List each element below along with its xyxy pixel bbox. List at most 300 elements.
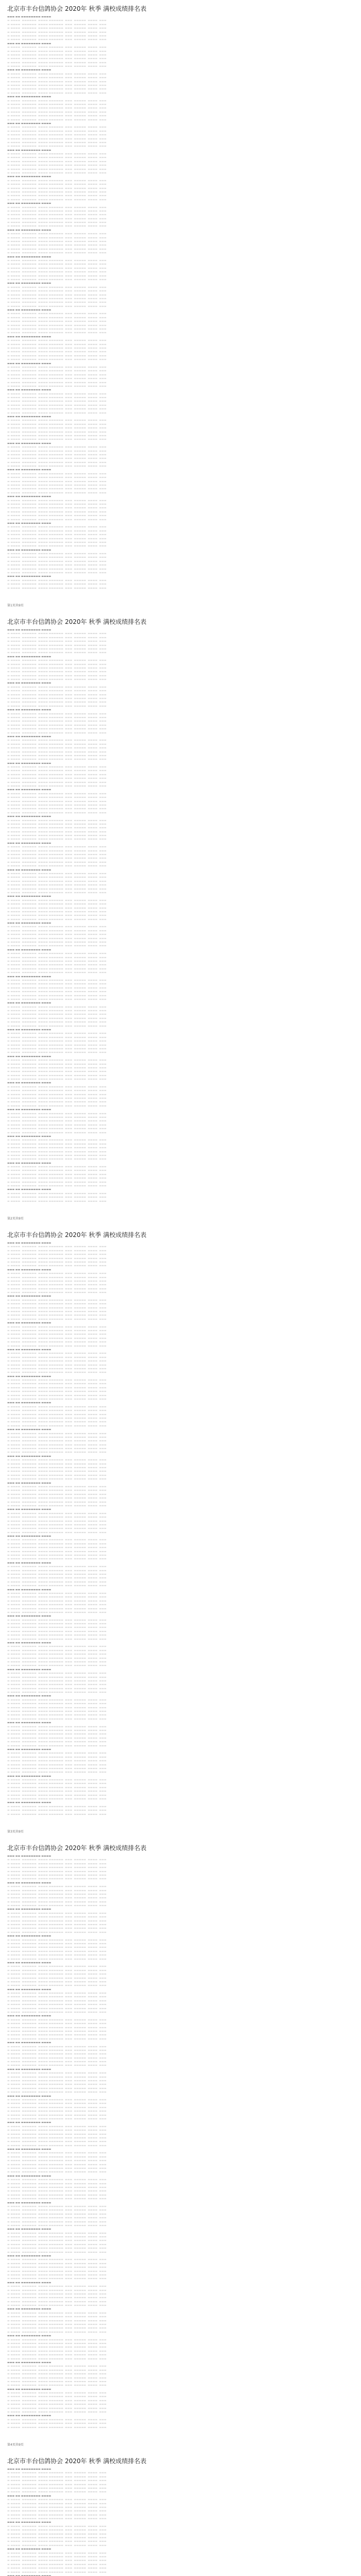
report-title: 北京市丰台信鸽协会 2020年 秋季 满校成绩排名表 — [7, 5, 146, 12]
table-row: ▬▬▬ ▬▬ ▬▬▬▬▬▬▬▬ ▬▬▬▬ — [7, 2548, 52, 2551]
table-row: ▬ ▬▬▬▬ ▬▬▬▬▬▬ ▬▬▬▬ ▬▬▬▬▬▬ ▬▬▬ ▬▬▬▬▬ ▬▬▬▬ ▬▬▬ — [7, 339, 107, 343]
table-row: ▬▬▬ ▬▬ ▬▬▬▬▬▬▬▬ ▬▬▬▬ — [7, 15, 52, 19]
table-row: ▬ ▬▬▬▬ ▬▬▬▬▬▬ ▬▬▬▬ ▬▬▬▬▬▬ ▬▬▬ ▬▬▬▬▬ ▬▬▬▬ ▬▬▬ — [7, 2117, 107, 2121]
table-row: ▬ ▬▬▬▬ ▬▬▬▬▬▬ ▬▬▬▬ ▬▬▬▬▬▬ ▬▬▬ ▬▬▬▬▬ ▬▬▬▬ ▬▬▬ — [7, 247, 107, 251]
table-row: ▬ ▬▬▬▬ ▬▬▬▬▬▬ ▬▬▬▬ ▬▬▬▬▬▬ ▬▬▬ ▬▬▬▬▬ ▬▬▬▬ ▬▬▬ — [7, 1984, 107, 1988]
table-row: ▬ ▬▬▬▬ ▬▬▬▬▬▬ ▬▬▬▬ ▬▬▬▬▬▬ ▬▬▬ ▬▬▬▬▬ ▬▬▬▬ ▬▬▬ — [7, 1386, 107, 1389]
table-row: ▬ ▬▬▬▬ ▬▬▬▬▬▬ ▬▬▬▬ ▬▬▬▬▬▬ ▬▬▬ ▬▬▬▬▬ ▬▬▬▬ ▬▬▬ — [7, 2426, 107, 2429]
table-row: ▬ ▬▬▬▬ ▬▬▬▬▬▬ ▬▬▬▬ ▬▬▬▬▬▬ ▬▬▬ ▬▬▬▬▬ ▬▬▬▬ ▬▬▬ — [7, 1976, 107, 1980]
table-row: ▬ ▬▬▬▬ ▬▬▬▬▬▬ ▬▬▬▬ ▬▬▬▬▬▬ ▬▬▬ ▬▬▬▬▬ ▬▬▬▬ ▬▬▬ — [7, 1653, 107, 1656]
table-row: ▬ ▬▬▬▬ ▬▬▬▬▬▬ ▬▬▬▬ ▬▬▬▬▬▬ ▬▬▬ ▬▬▬▬▬ ▬▬▬▬ ▬▬▬ — [7, 1866, 107, 1870]
table-row: ▬▬▬ ▬▬ ▬▬▬▬▬▬▬▬ ▬▬▬▬ — [7, 1961, 52, 1964]
table-row: ▬ ▬▬▬▬ ▬▬▬▬▬▬ ▬▬▬▬ ▬▬▬▬▬▬ ▬▬▬ ▬▬▬▬▬ ▬▬▬▬ ▬▬▬ — [7, 1382, 107, 1386]
table-row: ▬ ▬▬▬▬ ▬▬▬▬▬▬ ▬▬▬▬ ▬▬▬▬▬▬ ▬▬▬ ▬▬▬▬▬ ▬▬▬▬ ▬▬▬ — [7, 1618, 107, 1622]
table-row: ▬ ▬▬▬▬ ▬▬▬▬▬▬ ▬▬▬▬ ▬▬▬▬▬▬ ▬▬▬ ▬▬▬▬▬ ▬▬▬▬ ▬▬▬ — [7, 1596, 107, 1599]
table-row: ▬ ▬▬▬▬ ▬▬▬▬▬▬ ▬▬▬▬ ▬▬▬▬▬▬ ▬▬▬ ▬▬▬▬▬ ▬▬▬▬ ▬▬▬ — [7, 1276, 107, 1279]
table-row: ▬ ▬▬▬▬ ▬▬▬▬▬▬ ▬▬▬▬ ▬▬▬▬▬▬ ▬▬▬ ▬▬▬▬▬ ▬▬▬▬ ▬▬▬ — [7, 1283, 107, 1287]
table-row: ▬ ▬▬▬▬ ▬▬▬▬▬▬ ▬▬▬▬ ▬▬▬▬▬▬ ▬▬▬ ▬▬▬▬▬ ▬▬▬▬ ▬▬▬ — [7, 933, 107, 937]
page-footer: 第2页共9页 — [7, 1217, 24, 1221]
table-row: ▬ ▬▬▬▬ ▬▬▬▬▬▬ ▬▬▬▬ ▬▬▬▬▬▬ ▬▬▬ ▬▬▬▬▬ ▬▬▬▬ ▬▬▬ — [7, 1336, 107, 1340]
table-row: ▬ ▬▬▬▬ ▬▬▬▬▬▬ ▬▬▬▬ ▬▬▬▬▬▬ ▬▬▬ ▬▬▬▬▬ ▬▬▬▬ ▬▬▬ — [7, 876, 107, 879]
table-row: ▬ ▬▬▬▬ ▬▬▬▬▬▬ ▬▬▬▬ ▬▬▬▬▬▬ ▬▬▬ ▬▬▬▬▬ ▬▬▬▬ ▬▬▬ — [7, 320, 107, 324]
table-row: ▬ ▬▬▬▬ ▬▬▬▬▬▬ ▬▬▬▬ ▬▬▬▬▬▬ ▬▬▬ ▬▬▬▬▬ ▬▬▬▬ ▬▬▬ — [7, 2365, 107, 2368]
table-row: ▬ ▬▬▬▬ ▬▬▬▬▬▬ ▬▬▬▬ ▬▬▬▬▬▬ ▬▬▬ ▬▬▬▬▬ ▬▬▬▬ ▬▬▬ — [7, 259, 107, 262]
table-row: ▬ ▬▬▬▬ ▬▬▬▬▬▬ ▬▬▬▬ ▬▬▬▬▬▬ ▬▬▬ ▬▬▬▬▬ ▬▬▬▬ ▬▬▬ — [7, 476, 107, 480]
table-row: ▬ ▬▬▬▬ ▬▬▬▬▬▬ ▬▬▬▬ ▬▬▬▬▬▬ ▬▬▬ ▬▬▬▬▬ ▬▬▬▬ ▬▬▬ — [7, 685, 107, 689]
table-row: ▬ ▬▬▬▬ ▬▬▬▬▬▬ ▬▬▬▬ ▬▬▬▬▬▬ ▬▬▬ ▬▬▬▬▬ ▬▬▬▬ ▬▬▬ — [7, 1942, 107, 1945]
table-row: ▬ ▬▬▬▬ ▬▬▬▬▬▬ ▬▬▬▬ ▬▬▬▬▬▬ ▬▬▬ ▬▬▬▬▬ ▬▬▬▬ ▬▬▬ — [7, 1291, 107, 1295]
table-row: ▬ ▬▬▬▬ ▬▬▬▬▬▬ ▬▬▬▬ ▬▬▬▬▬▬ ▬▬▬ ▬▬▬▬▬ ▬▬▬▬ ▬▬▬ — [7, 1493, 107, 1496]
table-row: ▬ ▬▬▬▬ ▬▬▬▬▬▬ ▬▬▬▬ ▬▬▬▬▬▬ ▬▬▬ ▬▬▬▬▬ ▬▬▬▬ ▬▬▬ — [7, 1950, 107, 1953]
table-row: ▬▬▬ ▬▬ ▬▬▬▬▬▬▬▬ ▬▬▬▬ — [7, 1055, 52, 1058]
table-row: ▬ ▬▬▬▬ ▬▬▬▬▬▬ ▬▬▬▬ ▬▬▬▬▬▬ ▬▬▬ ▬▬▬▬▬ ▬▬▬▬ ▬▬▬ — [7, 903, 107, 906]
table-row: ▬ ▬▬▬▬ ▬▬▬▬▬▬ ▬▬▬▬ ▬▬▬▬▬▬ ▬▬▬ ▬▬▬▬▬ ▬▬▬▬ ▬▬▬ — [7, 2205, 107, 2208]
table-row: ▬ ▬▬▬▬ ▬▬▬▬▬▬ ▬▬▬▬ ▬▬▬▬▬▬ ▬▬▬ ▬▬▬▬▬ ▬▬▬▬ ▬▬▬ — [7, 1154, 107, 1157]
table-row: ▬ ▬▬▬▬ ▬▬▬▬▬▬ ▬▬▬▬ ▬▬▬▬▬▬ ▬▬▬ ▬▬▬▬▬ ▬▬▬▬ ▬▬▬ — [7, 1371, 107, 1375]
table-row: ▬ ▬▬▬▬ ▬▬▬▬▬▬ ▬▬▬▬ ▬▬▬▬▬▬ ▬▬▬ ▬▬▬▬▬ ▬▬▬▬ ▬▬▬ — [7, 2330, 107, 2334]
table-row: ▬ ▬▬▬▬ ▬▬▬▬▬▬ ▬▬▬▬ ▬▬▬▬▬▬ ▬▬▬ ▬▬▬▬▬ ▬▬▬▬ ▬▬▬ — [7, 1744, 107, 1748]
table-row: ▬ ▬▬▬▬ ▬▬▬▬▬▬ ▬▬▬▬ ▬▬▬▬▬▬ ▬▬▬ ▬▬▬▬▬ ▬▬▬▬ ▬▬▬ — [7, 392, 107, 396]
table-row: ▬ ▬▬▬▬ ▬▬▬▬▬▬ ▬▬▬▬ ▬▬▬▬▬▬ ▬▬▬ ▬▬▬▬▬ ▬▬▬▬ ▬▬▬ — [7, 959, 107, 963]
report-page — [0, 1230, 361, 1838]
table-row: ▬▬▬ ▬▬ ▬▬▬▬▬▬▬▬ ▬▬▬▬ — [7, 122, 52, 125]
table-row: ▬ ▬▬▬▬ ▬▬▬▬▬▬ ▬▬▬▬ ▬▬▬▬▬▬ ▬▬▬ ▬▬▬▬▬ ▬▬▬▬ ▬▬▬ — [7, 1158, 107, 1161]
table-row: ▬ ▬▬▬▬ ▬▬▬▬▬▬ ▬▬▬▬ ▬▬▬▬▬▬ ▬▬▬ ▬▬▬▬▬ ▬▬▬▬ ▬▬▬ — [7, 1344, 107, 1348]
report-page — [0, 2456, 361, 2576]
table-row: ▬ ▬▬▬▬ ▬▬▬▬▬▬ ▬▬▬▬ ▬▬▬▬▬▬ ▬▬▬ ▬▬▬▬▬ ▬▬▬▬ ▬▬▬ — [7, 1565, 107, 1569]
table-row: ▬ ▬▬▬▬ ▬▬▬▬▬▬ ▬▬▬▬ ▬▬▬▬▬▬ ▬▬▬ ▬▬▬▬▬ ▬▬▬▬ ▬▬▬ — [7, 293, 107, 297]
table-row: ▬ ▬▬▬▬ ▬▬▬▬▬▬ ▬▬▬▬ ▬▬▬▬▬▬ ▬▬▬ ▬▬▬▬▬ ▬▬▬▬ ▬▬▬ — [7, 1927, 107, 1930]
table-row: ▬ ▬▬▬▬ ▬▬▬▬▬▬ ▬▬▬▬ ▬▬▬▬▬▬ ▬▬▬ ▬▬▬▬▬ ▬▬▬▬ ▬▬▬ — [7, 365, 107, 369]
table-row: ▬ ▬▬▬▬ ▬▬▬▬▬▬ ▬▬▬▬ ▬▬▬▬▬▬ ▬▬▬ ▬▬▬▬▬ ▬▬▬▬ ▬▬▬ — [7, 1032, 107, 1036]
table-row: ▬ ▬▬▬▬ ▬▬▬▬▬▬ ▬▬▬▬ ▬▬▬▬▬▬ ▬▬▬ ▬▬▬▬▬ ▬▬▬▬ ▬▬▬ — [7, 838, 107, 841]
table-row: ▬ ▬▬▬▬ ▬▬▬▬▬▬ ▬▬▬▬ ▬▬▬▬▬▬ ▬▬▬ ▬▬▬▬▬ ▬▬▬▬ ▬▬▬ — [7, 1607, 107, 1611]
table-row: ▬ ▬▬▬▬ ▬▬▬▬▬▬ ▬▬▬▬ ▬▬▬▬▬▬ ▬▬▬ ▬▬▬▬▬ ▬▬▬▬ ▬▬▬ — [7, 1900, 107, 1904]
table-row: ▬ ▬▬▬▬ ▬▬▬▬▬▬ ▬▬▬▬ ▬▬▬▬▬▬ ▬▬▬ ▬▬▬▬▬ ▬▬▬▬ ▬▬▬ — [7, 1272, 107, 1276]
table-row: ▬ ▬▬▬▬ ▬▬▬▬▬▬ ▬▬▬▬ ▬▬▬▬▬▬ ▬▬▬ ▬▬▬▬▬ ▬▬▬▬ ▬▬▬ — [7, 358, 107, 362]
table-row: ▬ ▬▬▬▬ ▬▬▬▬▬▬ ▬▬▬▬ ▬▬▬▬▬▬ ▬▬▬ ▬▬▬▬▬ ▬▬▬▬ ▬▬▬ — [7, 2224, 107, 2227]
table-row: ▬ ▬▬▬▬ ▬▬▬▬▬▬ ▬▬▬▬ ▬▬▬▬▬▬ ▬▬▬ ▬▬▬▬▬ ▬▬▬▬ ▬▬▬ — [7, 941, 107, 944]
page-footer: 第3页共9页 — [7, 1830, 24, 1834]
table-row: ▬ ▬▬▬▬ ▬▬▬▬▬▬ ▬▬▬▬ ▬▬▬▬▬▬ ▬▬▬ ▬▬▬▬▬ ▬▬▬▬ ▬▬▬ — [7, 2551, 107, 2555]
table-row: ▬ ▬▬▬▬ ▬▬▬▬▬▬ ▬▬▬▬ ▬▬▬▬▬▬ ▬▬▬ ▬▬▬▬▬ ▬▬▬▬ ▬▬▬ — [7, 2033, 107, 2037]
table-row: ▬ ▬▬▬▬ ▬▬▬▬▬▬ ▬▬▬▬ ▬▬▬▬▬▬ ▬▬▬ ▬▬▬▬▬ ▬▬▬▬ ▬▬▬ — [7, 758, 107, 761]
table-row: ▬ ▬▬▬▬ ▬▬▬▬▬▬ ▬▬▬▬ ▬▬▬▬▬▬ ▬▬▬ ▬▬▬▬▬ ▬▬▬▬ ▬▬▬ — [7, 2475, 107, 2479]
table-row: ▬ ▬▬▬▬ ▬▬▬▬▬▬ ▬▬▬▬ ▬▬▬▬▬▬ ▬▬▬ ▬▬▬▬▬ ▬▬▬▬ ▬▬▬ — [7, 1645, 107, 1649]
table-row: ▬ ▬▬▬▬ ▬▬▬▬▬▬ ▬▬▬▬ ▬▬▬▬▬▬ ▬▬▬ ▬▬▬▬▬ ▬▬▬▬ ▬▬▬ — [7, 1329, 107, 1332]
table-row: ▬ ▬▬▬▬ ▬▬▬▬▬▬ ▬▬▬▬ ▬▬▬▬▬▬ ▬▬▬ ▬▬▬▬▬ ▬▬▬▬ ▬▬▬ — [7, 1500, 107, 1504]
table-row: ▬▬▬ ▬▬ ▬▬▬▬▬▬▬▬ ▬▬▬▬ — [7, 948, 52, 952]
table-row: ▬ ▬▬▬▬ ▬▬▬▬▬▬ ▬▬▬▬ ▬▬▬▬▬▬ ▬▬▬ ▬▬▬▬▬ ▬▬▬▬ ▬▬▬ — [7, 1097, 107, 1100]
table-row: ▬ ▬▬▬▬ ▬▬▬▬▬▬ ▬▬▬▬ ▬▬▬▬▬▬ ▬▬▬ ▬▬▬▬▬ ▬▬▬▬ ▬▬▬ — [7, 2011, 107, 2014]
table-row: ▬ ▬▬▬▬ ▬▬▬▬▬▬ ▬▬▬▬ ▬▬▬▬▬▬ ▬▬▬ ▬▬▬▬▬ ▬▬▬▬ ▬▬▬ — [7, 1184, 107, 1188]
table-row: ▬ ▬▬▬▬ ▬▬▬▬▬▬ ▬▬▬▬ ▬▬▬▬▬▬ ▬▬▬ ▬▬▬▬▬ ▬▬▬▬ ▬▬▬ — [7, 80, 107, 83]
table-row: ▬ ▬▬▬▬ ▬▬▬▬▬▬ ▬▬▬▬ ▬▬▬▬▬▬ ▬▬▬ ▬▬▬▬▬ ▬▬▬▬ ▬▬▬ — [7, 990, 107, 994]
table-row: ▬ ▬▬▬▬ ▬▬▬▬▬▬ ▬▬▬▬ ▬▬▬▬▬▬ ▬▬▬ ▬▬▬▬▬ ▬▬▬▬ ▬▬▬ — [7, 465, 107, 468]
table-row: ▬ ▬▬▬▬ ▬▬▬▬▬▬ ▬▬▬▬ ▬▬▬▬▬▬ ▬▬▬ ▬▬▬▬▬ ▬▬▬▬ ▬▬▬ — [7, 1085, 107, 1089]
table-row: ▬ ▬▬▬▬ ▬▬▬▬▬▬ ▬▬▬▬ ▬▬▬▬▬▬ ▬▬▬ ▬▬▬▬▬ ▬▬▬▬ ▬▬▬ — [7, 1519, 107, 1523]
table-row: ▬ ▬▬▬▬ ▬▬▬▬▬▬ ▬▬▬▬ ▬▬▬▬▬▬ ▬▬▬ ▬▬▬▬▬ ▬▬▬▬ ▬▬▬ — [7, 1169, 107, 1173]
table-row: ▬ ▬▬▬▬ ▬▬▬▬▬▬ ▬▬▬▬ ▬▬▬▬▬▬ ▬▬▬ ▬▬▬▬▬ ▬▬▬▬ ▬▬▬ — [7, 72, 107, 76]
table-row: ▬ ▬▬▬▬ ▬▬▬▬▬▬ ▬▬▬▬ ▬▬▬▬▬▬ ▬▬▬ ▬▬▬▬▬ ▬▬▬▬ ▬▬▬ — [7, 1420, 107, 1424]
table-row: ▬ ▬▬▬▬ ▬▬▬▬▬▬ ▬▬▬▬ ▬▬▬▬▬▬ ▬▬▬ ▬▬▬▬▬ ▬▬▬▬ ▬▬▬ — [7, 179, 107, 182]
table-row: ▬ ▬▬▬▬ ▬▬▬▬▬▬ ▬▬▬▬ ▬▬▬▬▬▬ ▬▬▬ ▬▬▬▬▬ ▬▬▬▬ ▬▬▬ — [7, 1059, 107, 1062]
table-row: ▬ ▬▬▬▬ ▬▬▬▬▬▬ ▬▬▬▬ ▬▬▬▬▬▬ ▬▬▬ ▬▬▬▬▬ ▬▬▬▬ ▬▬▬ — [7, 647, 107, 651]
table-row: ▬ ▬▬▬▬ ▬▬▬▬▬▬ ▬▬▬▬ ▬▬▬▬▬▬ ▬▬▬ ▬▬▬▬▬ ▬▬▬▬ ▬▬▬ — [7, 1398, 107, 1401]
table-row: ▬ ▬▬▬▬ ▬▬▬▬▬▬ ▬▬▬▬ ▬▬▬▬▬▬ ▬▬▬ ▬▬▬▬▬ ▬▬▬▬ ▬▬▬ — [7, 1089, 107, 1093]
table-row: ▬ ▬▬▬▬ ▬▬▬▬▬▬ ▬▬▬▬ ▬▬▬▬▬▬ ▬▬▬ ▬▬▬▬▬ ▬▬▬▬ ▬▬▬ — [7, 1478, 107, 1481]
table-row: ▬ ▬▬▬▬ ▬▬▬▬▬▬ ▬▬▬▬ ▬▬▬▬▬▬ ▬▬▬ ▬▬▬▬▬ ▬▬▬▬ ▬▬▬ — [7, 857, 107, 860]
table-row: ▬ ▬▬▬▬ ▬▬▬▬▬▬ ▬▬▬▬ ▬▬▬▬▬▬ ▬▬▬ ▬▬▬▬▬ ▬▬▬▬ ▬▬▬ — [7, 2380, 107, 2383]
table-row: ▬ ▬▬▬▬ ▬▬▬▬▬▬ ▬▬▬▬ ▬▬▬▬▬▬ ▬▬▬ ▬▬▬▬▬ ▬▬▬▬ ▬▬▬ — [7, 297, 107, 300]
table-row: ▬▬▬ ▬▬ ▬▬▬▬▬▬▬▬ ▬▬▬▬ — [7, 1668, 52, 1671]
table-row: ▬ ▬▬▬▬ ▬▬▬▬▬▬ ▬▬▬▬ ▬▬▬▬▬▬ ▬▬▬ ▬▬▬▬▬ ▬▬▬▬ ▬▬▬ — [7, 411, 107, 415]
table-row: ▬ ▬▬▬▬ ▬▬▬▬▬▬ ▬▬▬▬ ▬▬▬▬▬▬ ▬▬▬ ▬▬▬▬▬ ▬▬▬▬ ▬▬▬ — [7, 2098, 107, 2102]
table-row: ▬ ▬▬▬▬ ▬▬▬▬▬▬ ▬▬▬▬ ▬▬▬▬▬▬ ▬▬▬ ▬▬▬▬▬ ▬▬▬▬ ▬▬▬ — [7, 1957, 107, 1961]
table-row: ▬ ▬▬▬▬ ▬▬▬▬▬▬ ▬▬▬▬ ▬▬▬▬▬▬ ▬▬▬ ▬▬▬▬▬ ▬▬▬▬ ▬▬▬ — [7, 2110, 107, 2113]
table-row: ▬ ▬▬▬▬ ▬▬▬▬▬▬ ▬▬▬▬ ▬▬▬▬▬▬ ▬▬▬ ▬▬▬▬▬ ▬▬▬▬ ▬▬▬ — [7, 1009, 107, 1013]
table-row: ▬▬▬ ▬▬ ▬▬▬▬▬▬▬▬ ▬▬▬▬ — [7, 735, 52, 738]
table-row: ▬ ▬▬▬▬ ▬▬▬▬▬▬ ▬▬▬▬ ▬▬▬▬▬▬ ▬▬▬ ▬▬▬▬▬ ▬▬▬▬ ▬▬▬ — [7, 834, 107, 838]
table-row: ▬ ▬▬▬▬ ▬▬▬▬▬▬ ▬▬▬▬ ▬▬▬▬▬▬ ▬▬▬ ▬▬▬▬▬ ▬▬▬▬ ▬▬▬ — [7, 1036, 107, 1039]
table-row: ▬ ▬▬▬▬ ▬▬▬▬▬▬ ▬▬▬▬ ▬▬▬▬▬▬ ▬▬▬ ▬▬▬▬▬ ▬▬▬▬ ▬▬▬ — [7, 571, 107, 575]
table-row: ▬ ▬▬▬▬ ▬▬▬▬▬▬ ▬▬▬▬ ▬▬▬▬▬▬ ▬▬▬ ▬▬▬▬▬ ▬▬▬▬ ▬▬▬ — [7, 781, 107, 784]
table-row: ▬ ▬▬▬▬ ▬▬▬▬▬▬ ▬▬▬▬ ▬▬▬▬▬▬ ▬▬▬ ▬▬▬▬▬ ▬▬▬▬ ▬▬▬ — [7, 807, 107, 811]
table-row: ▬ ▬▬▬▬ ▬▬▬▬▬▬ ▬▬▬▬ ▬▬▬▬▬▬ ▬▬▬ ▬▬▬▬▬ ▬▬▬▬ ▬▬▬ — [7, 408, 107, 411]
table-row: ▬ ▬▬▬▬ ▬▬▬▬▬▬ ▬▬▬▬ ▬▬▬▬▬▬ ▬▬▬ ▬▬▬▬▬ ▬▬▬▬ ▬▬▬ — [7, 716, 107, 719]
table-row: ▬ ▬▬▬▬ ▬▬▬▬▬▬ ▬▬▬▬ ▬▬▬▬▬▬ ▬▬▬ ▬▬▬▬▬ ▬▬▬▬ ▬▬▬ — [7, 944, 107, 948]
table-row: ▬▬▬ ▬▬ ▬▬▬▬▬▬▬▬ ▬▬▬▬ — [7, 2121, 52, 2125]
table-row: ▬ ▬▬▬▬ ▬▬▬▬▬▬ ▬▬▬▬ ▬▬▬▬▬▬ ▬▬▬ ▬▬▬▬▬ ▬▬▬▬ ▬▬▬ — [7, 2007, 107, 2010]
table-row: ▬ ▬▬▬▬ ▬▬▬▬▬▬ ▬▬▬▬ ▬▬▬▬▬▬ ▬▬▬ ▬▬▬▬▬ ▬▬▬▬ ▬▬▬ — [7, 1413, 107, 1416]
table-row: ▬ ▬▬▬▬ ▬▬▬▬▬▬ ▬▬▬▬ ▬▬▬▬▬▬ ▬▬▬ ▬▬▬▬▬ ▬▬▬▬ ▬▬▬ — [7, 1066, 107, 1070]
table-row: ▬ ▬▬▬▬ ▬▬▬▬▬▬ ▬▬▬▬ ▬▬▬▬▬▬ ▬▬▬ ▬▬▬▬▬ ▬▬▬▬ ▬▬▬ — [7, 1626, 107, 1630]
table-row: ▬ ▬▬▬▬ ▬▬▬▬▬▬ ▬▬▬▬ ▬▬▬▬▬▬ ▬▬▬ ▬▬▬▬▬ ▬▬▬▬ ▬▬▬ — [7, 956, 107, 959]
table-row: ▬ ▬▬▬▬ ▬▬▬▬▬▬ ▬▬▬▬ ▬▬▬▬▬▬ ▬▬▬ ▬▬▬▬▬ ▬▬▬▬ ▬▬▬ — [7, 65, 107, 69]
table-row: ▬ ▬▬▬▬ ▬▬▬▬▬▬ ▬▬▬▬ ▬▬▬▬▬▬ ▬▬▬ ▬▬▬▬▬ ▬▬▬▬ ▬▬▬ — [7, 731, 107, 735]
table-row: ▬ ▬▬▬▬ ▬▬▬▬▬▬ ▬▬▬▬ ▬▬▬▬▬▬ ▬▬▬ ▬▬▬▬▬ ▬▬▬▬ ▬▬▬ — [7, 446, 107, 449]
table-row: ▬ ▬▬▬▬ ▬▬▬▬▬▬ ▬▬▬▬ ▬▬▬▬▬▬ ▬▬▬ ▬▬▬▬▬ ▬▬▬▬ ▬▬▬ — [7, 2406, 107, 2410]
table-row: ▬▬▬ ▬▬ ▬▬▬▬▬▬▬▬ ▬▬▬▬ — [7, 655, 52, 658]
table-row: ▬▬▬ ▬▬ ▬▬▬▬▬▬▬▬ ▬▬▬▬ — [7, 175, 52, 179]
table-row: ▬ ▬▬▬▬ ▬▬▬▬▬▬ ▬▬▬▬ ▬▬▬▬▬▬ ▬▬▬ ▬▬▬▬▬ ▬▬▬▬ ▬▬▬ — [7, 2338, 107, 2342]
table-row: ▬ ▬▬▬▬ ▬▬▬▬▬▬ ▬▬▬▬ ▬▬▬▬▬▬ ▬▬▬ ▬▬▬▬▬ ▬▬▬▬ ▬▬▬ — [7, 2315, 107, 2319]
table-row: ▬ ▬▬▬▬ ▬▬▬▬▬▬ ▬▬▬▬ ▬▬▬▬▬▬ ▬▬▬ ▬▬▬▬▬ ▬▬▬▬ ▬▬▬ — [7, 1637, 107, 1641]
table-row: ▬ ▬▬▬▬ ▬▬▬▬▬▬ ▬▬▬▬ ▬▬▬▬▬▬ ▬▬▬ ▬▬▬▬▬ ▬▬▬▬ ▬▬▬ — [7, 1634, 107, 1637]
table-row: ▬ ▬▬▬▬ ▬▬▬▬▬▬ ▬▬▬▬ ▬▬▬▬▬▬ ▬▬▬ ▬▬▬▬▬ ▬▬▬▬ ▬▬▬ — [7, 701, 107, 704]
table-row: ▬ ▬▬▬▬ ▬▬▬▬▬▬ ▬▬▬▬ ▬▬▬▬▬▬ ▬▬▬ ▬▬▬▬▬ ▬▬▬▬ ▬▬▬ — [7, 1930, 107, 1934]
table-row: ▬▬▬ ▬▬ ▬▬▬▬▬▬▬▬ ▬▬▬▬ — [7, 2174, 52, 2178]
table-row: ▬▬▬ ▬▬ ▬▬▬▬▬▬▬▬ ▬▬▬▬ — [7, 335, 52, 338]
table-row: ▬ ▬▬▬▬ ▬▬▬▬▬▬ ▬▬▬▬ ▬▬▬▬▬▬ ▬▬▬ ▬▬▬▬▬ ▬▬▬▬ ▬▬▬ — [7, 499, 107, 502]
table-row: ▬ ▬▬▬▬ ▬▬▬▬▬▬ ▬▬▬▬ ▬▬▬▬▬▬ ▬▬▬ ▬▬▬▬▬ ▬▬▬▬ ▬▬▬ — [7, 1024, 107, 1028]
table-row: ▬ ▬▬▬▬ ▬▬▬▬▬▬ ▬▬▬▬ ▬▬▬▬▬▬ ▬▬▬ ▬▬▬▬▬ ▬▬▬▬ ▬▬▬ — [7, 1287, 107, 1291]
table-row: ▬ ▬▬▬▬ ▬▬▬▬▬▬ ▬▬▬▬ ▬▬▬▬▬▬ ▬▬▬ ▬▬▬▬▬ ▬▬▬▬ ▬▬▬ — [7, 884, 107, 887]
table-row: ▬ ▬▬▬▬ ▬▬▬▬▬▬ ▬▬▬▬ ▬▬▬▬▬▬ ▬▬▬ ▬▬▬▬▬ ▬▬▬▬ ▬▬▬ — [7, 1687, 107, 1690]
table-row: ▬ ▬▬▬▬ ▬▬▬▬▬▬ ▬▬▬▬ ▬▬▬▬▬▬ ▬▬▬ ▬▬▬▬▬ ▬▬▬▬ ▬▬▬ — [7, 1394, 107, 1397]
table-row: ▬ ▬▬▬▬ ▬▬▬▬▬▬ ▬▬▬▬ ▬▬▬▬▬▬ ▬▬▬ ▬▬▬▬▬ ▬▬▬▬ ▬▬▬ — [7, 1805, 107, 1808]
table-row: ▬▬▬ ▬▬ ▬▬▬▬▬▬▬▬ ▬▬▬▬ — [7, 895, 52, 899]
table-row: ▬ ▬▬▬▬ ▬▬▬▬▬▬ ▬▬▬▬ ▬▬▬▬▬▬ ▬▬▬ ▬▬▬▬▬ ▬▬▬▬ ▬▬▬ — [7, 213, 107, 217]
table-row: ▬ ▬▬▬▬ ▬▬▬▬▬▬ ▬▬▬▬ ▬▬▬▬▬▬ ▬▬▬ ▬▬▬▬▬ ▬▬▬▬ ▬▬▬ — [7, 1946, 107, 1950]
table-row: ▬▬▬ ▬▬ ▬▬▬▬▬▬▬▬ ▬▬▬▬ — [7, 2574, 52, 2576]
table-row: ▬ ▬▬▬▬ ▬▬▬▬▬▬ ▬▬▬▬ ▬▬▬▬▬▬ ▬▬▬ ▬▬▬▬▬ ▬▬▬▬ ▬▬▬ — [7, 769, 107, 773]
table-row: ▬ ▬▬▬▬ ▬▬▬▬▬▬ ▬▬▬▬ ▬▬▬▬▬▬ ▬▬▬ ▬▬▬▬▬ ▬▬▬▬ ▬▬▬ — [7, 2239, 107, 2243]
table-row: ▬ ▬▬▬▬ ▬▬▬▬▬▬ ▬▬▬▬ ▬▬▬▬▬▬ ▬▬▬ ▬▬▬▬▬ ▬▬▬▬ ▬▬▬ — [7, 1310, 107, 1314]
table-row: ▬ ▬▬▬▬ ▬▬▬▬▬▬ ▬▬▬▬ ▬▬▬▬▬▬ ▬▬▬ ▬▬▬▬▬ ▬▬▬▬ ▬▬▬ — [7, 1550, 107, 1553]
table-row: ▬ ▬▬▬▬ ▬▬▬▬▬▬ ▬▬▬▬ ▬▬▬▬▬▬ ▬▬▬ ▬▬▬▬▬ ▬▬▬▬ ▬▬▬ — [7, 1432, 107, 1435]
table-row: ▬ ▬▬▬▬ ▬▬▬▬▬▬ ▬▬▬▬ ▬▬▬▬▬▬ ▬▬▬ ▬▬▬▬▬ ▬▬▬▬ ▬▬▬ — [7, 152, 107, 156]
table-row: ▬▬▬ ▬▬ ▬▬▬▬▬▬▬▬ ▬▬▬▬ — [7, 2067, 52, 2071]
table-row: ▬ ▬▬▬▬ ▬▬▬▬▬▬ ▬▬▬▬ ▬▬▬▬▬▬ ▬▬▬ ▬▬▬▬▬ ▬▬▬▬ ▬▬▬ — [7, 1904, 107, 1908]
table-row: ▬ ▬▬▬▬ ▬▬▬▬▬▬ ▬▬▬▬ ▬▬▬▬▬▬ ▬▬▬ ▬▬▬▬▬ ▬▬▬▬ ▬▬▬ — [7, 666, 107, 670]
table-row: ▬ ▬▬▬▬ ▬▬▬▬▬▬ ▬▬▬▬ ▬▬▬▬▬▬ ▬▬▬ ▬▬▬▬▬ ▬▬▬▬ ▬▬▬ — [7, 1516, 107, 1519]
table-row: ▬▬▬ ▬▬ ▬▬▬▬▬▬▬▬ ▬▬▬▬ — [7, 442, 52, 445]
table-row: ▬ ▬▬▬▬ ▬▬▬▬▬▬ ▬▬▬▬ ▬▬▬▬▬▬ ▬▬▬ ▬▬▬▬▬ ▬▬▬▬ ▬▬▬ — [7, 1093, 107, 1096]
table-row: ▬▬▬ ▬▬ ▬▬▬▬▬▬▬▬ ▬▬▬▬ — [7, 2414, 52, 2418]
table-row: ▬▬▬ ▬▬ ▬▬▬▬▬▬▬▬ ▬▬▬▬ — [7, 868, 52, 872]
table-row: ▬ ▬▬▬▬ ▬▬▬▬▬▬ ▬▬▬▬ ▬▬▬▬▬▬ ▬▬▬ ▬▬▬▬▬ ▬▬▬▬ ▬▬▬ — [7, 225, 107, 228]
table-row: ▬ ▬▬▬▬ ▬▬▬▬▬▬ ▬▬▬▬ ▬▬▬▬▬▬ ▬▬▬ ▬▬▬▬▬ ▬▬▬▬ ▬▬▬ — [7, 2216, 107, 2220]
table-row: ▬▬▬ ▬▬ ▬▬▬▬▬▬▬▬ ▬▬▬▬ — [7, 228, 52, 232]
table-row: ▬ ▬▬▬▬ ▬▬▬▬▬▬ ▬▬▬▬ ▬▬▬▬▬▬ ▬▬▬ ▬▬▬▬▬ ▬▬▬▬ ▬▬▬ — [7, 1131, 107, 1134]
report-page — [0, 1843, 361, 2451]
table-row: ▬ ▬▬▬▬ ▬▬▬▬▬▬ ▬▬▬▬ ▬▬▬▬▬▬ ▬▬▬ ▬▬▬▬▬ ▬▬▬▬ ▬▬▬ — [7, 1786, 107, 1789]
table-row: ▬ ▬▬▬▬ ▬▬▬▬▬▬ ▬▬▬▬ ▬▬▬▬▬▬ ▬▬▬ ▬▬▬▬▬ ▬▬▬▬ ▬▬▬ — [7, 2559, 107, 2563]
table-row: ▬▬▬ ▬▬ ▬▬▬▬▬▬▬▬ ▬▬▬▬ — [7, 2094, 52, 2098]
table-row: ▬ ▬▬▬▬ ▬▬▬▬▬▬ ▬▬▬▬ ▬▬▬▬▬▬ ▬▬▬ ▬▬▬▬▬ ▬▬▬▬ ▬▬▬ — [7, 792, 107, 795]
table-row: ▬ ▬▬▬▬ ▬▬▬▬▬▬ ▬▬▬▬ ▬▬▬▬▬▬ ▬▬▬ ▬▬▬▬▬ ▬▬▬▬ ▬▬▬ — [7, 887, 107, 891]
table-row: ▬▬▬ ▬▬ ▬▬▬▬▬▬▬▬ ▬▬▬▬ — [7, 521, 52, 525]
table-row: ▬ ▬▬▬▬ ▬▬▬▬▬▬ ▬▬▬▬ ▬▬▬▬▬▬ ▬▬▬ ▬▬▬▬▬ ▬▬▬▬ ▬▬▬ — [7, 2056, 107, 2060]
table-row: ▬ ▬▬▬▬ ▬▬▬▬▬▬ ▬▬▬▬ ▬▬▬▬▬▬ ▬▬▬ ▬▬▬▬▬ ▬▬▬▬ ▬▬▬ — [7, 2048, 107, 2052]
table-row: ▬ ▬▬▬▬ ▬▬▬▬▬▬ ▬▬▬▬ ▬▬▬▬▬▬ ▬▬▬ ▬▬▬▬▬ ▬▬▬▬ ▬▬▬ — [7, 1325, 107, 1329]
table-row: ▬ ▬▬▬▬ ▬▬▬▬▬▬ ▬▬▬▬ ▬▬▬▬▬▬ ▬▬▬ ▬▬▬▬▬ ▬▬▬▬ ▬▬▬ — [7, 1591, 107, 1595]
table-row: ▬ ▬▬▬▬ ▬▬▬▬▬▬ ▬▬▬▬ ▬▬▬▬▬▬ ▬▬▬ ▬▬▬▬▬ ▬▬▬▬ ▬▬▬ — [7, 1051, 107, 1055]
table-row: ▬ ▬▬▬▬ ▬▬▬▬▬▬ ▬▬▬▬ ▬▬▬▬▬▬ ▬▬▬ ▬▬▬▬▬ ▬▬▬▬ ▬▬▬ — [7, 172, 107, 175]
table-row: ▬ ▬▬▬▬ ▬▬▬▬▬▬ ▬▬▬▬ ▬▬▬▬▬▬ ▬▬▬ ▬▬▬▬▬ ▬▬▬▬ ▬▬▬ — [7, 1916, 107, 1919]
table-row: ▬ ▬▬▬▬ ▬▬▬▬▬▬ ▬▬▬▬ ▬▬▬▬▬▬ ▬▬▬ ▬▬▬▬▬ ▬▬▬▬ ▬▬▬ — [7, 278, 107, 281]
table-row: ▬ ▬▬▬▬ ▬▬▬▬▬▬ ▬▬▬▬ ▬▬▬▬▬▬ ▬▬▬ ▬▬▬▬▬ ▬▬▬▬ ▬▬▬ — [7, 2273, 107, 2277]
table-row: ▬ ▬▬▬▬ ▬▬▬▬▬▬ ▬▬▬▬ ▬▬▬▬▬▬ ▬▬▬ ▬▬▬▬▬ ▬▬▬▬ ▬▬▬ — [7, 1714, 107, 1717]
table-row: ▬▬▬ ▬▬ ▬▬▬▬▬▬▬▬ ▬▬▬▬ — [7, 2308, 52, 2311]
results-table — [7, 2468, 354, 2576]
table-row: ▬ ▬▬▬▬ ▬▬▬▬▬▬ ▬▬▬▬ ▬▬▬▬▬▬ ▬▬▬ ▬▬▬▬▬ ▬▬▬▬ ▬▬▬ — [7, 2064, 107, 2067]
table-row: ▬ ▬▬▬▬ ▬▬▬▬▬▬ ▬▬▬▬ ▬▬▬▬▬▬ ▬▬▬ ▬▬▬▬▬ ▬▬▬▬ ▬▬▬ — [7, 1409, 107, 1413]
table-row: ▬ ▬▬▬▬ ▬▬▬▬▬▬ ▬▬▬▬ ▬▬▬▬▬▬ ▬▬▬ ▬▬▬▬▬ ▬▬▬▬ ▬▬▬ — [7, 2483, 107, 2486]
table-row: ▬▬▬ ▬▬ ▬▬▬▬▬▬▬▬ ▬▬▬▬ — [7, 1801, 52, 1805]
table-row: ▬ ▬▬▬▬ ▬▬▬▬▬▬ ▬▬▬▬ ▬▬▬▬▬▬ ▬▬▬ ▬▬▬▬▬ ▬▬▬▬ ▬▬▬ — [7, 2532, 107, 2536]
results-table — [7, 629, 354, 1204]
table-row: ▬ ▬▬▬▬ ▬▬▬▬▬▬ ▬▬▬▬ ▬▬▬▬▬▬ ▬▬▬ ▬▬▬▬▬ ▬▬▬▬ ▬▬▬ — [7, 552, 107, 556]
table-row: ▬ ▬▬▬▬ ▬▬▬▬▬▬ ▬▬▬▬ ▬▬▬▬▬▬ ▬▬▬ ▬▬▬▬▬ ▬▬▬▬ ▬▬▬ — [7, 1740, 107, 1744]
table-row: ▬ ▬▬▬▬ ▬▬▬▬▬▬ ▬▬▬▬ ▬▬▬▬▬▬ ▬▬▬ ▬▬▬▬▬ ▬▬▬▬ ▬▬▬ — [7, 986, 107, 990]
table-row: ▬▬▬ ▬▬ ▬▬▬▬▬▬▬▬ ▬▬▬▬ — [7, 1641, 52, 1645]
table-row: ▬ ▬▬▬▬ ▬▬▬▬▬▬ ▬▬▬▬ ▬▬▬▬▬▬ ▬▬▬ ▬▬▬▬▬ ▬▬▬▬ ▬▬▬ — [7, 826, 107, 830]
table-row: ▬ ▬▬▬▬ ▬▬▬▬▬▬ ▬▬▬▬ ▬▬▬▬▬▬ ▬▬▬ ▬▬▬▬▬ ▬▬▬▬ ▬▬▬ — [7, 2304, 107, 2308]
table-row: ▬ ▬▬▬▬ ▬▬▬▬▬▬ ▬▬▬▬ ▬▬▬▬▬▬ ▬▬▬ ▬▬▬▬▬ ▬▬▬▬ ▬▬▬ — [7, 2079, 107, 2083]
table-row: ▬▬▬ ▬▬ ▬▬▬▬▬▬▬▬ ▬▬▬▬ — [7, 682, 52, 685]
table-row: ▬ ▬▬▬▬ ▬▬▬▬▬▬ ▬▬▬▬ ▬▬▬▬▬▬ ▬▬▬ ▬▬▬▬▬ ▬▬▬▬ ▬▬▬ — [7, 1706, 107, 1709]
table-row: ▬ ▬▬▬▬ ▬▬▬▬▬▬ ▬▬▬▬ ▬▬▬▬▬▬ ▬▬▬ ▬▬▬▬▬ ▬▬▬▬ ▬▬▬ — [7, 1100, 107, 1104]
table-row: ▬ ▬▬▬▬ ▬▬▬▬▬▬ ▬▬▬▬ ▬▬▬▬▬▬ ▬▬▬ ▬▬▬▬▬ ▬▬▬▬ ▬▬▬ — [7, 1379, 107, 1382]
table-row: ▬ ▬▬▬▬ ▬▬▬▬▬▬ ▬▬▬▬ ▬▬▬▬▬▬ ▬▬▬ ▬▬▬▬▬ ▬▬▬▬ ▬▬▬ — [7, 274, 107, 278]
table-row: ▬ ▬▬▬▬ ▬▬▬▬▬▬ ▬▬▬▬ ▬▬▬▬▬▬ ▬▬▬ ▬▬▬▬▬ ▬▬▬▬ ▬▬▬ — [7, 1447, 107, 1451]
table-row: ▬ ▬▬▬▬ ▬▬▬▬▬▬ ▬▬▬▬ ▬▬▬▬▬▬ ▬▬▬ ▬▬▬▬▬ ▬▬▬▬ ▬▬▬ — [7, 240, 107, 244]
table-row: ▬ ▬▬▬▬ ▬▬▬▬▬▬ ▬▬▬▬ ▬▬▬▬▬▬ ▬▬▬ ▬▬▬▬▬ ▬▬▬▬ ▬▬▬ — [7, 2353, 107, 2357]
table-row: ▬ ▬▬▬▬ ▬▬▬▬▬▬ ▬▬▬▬ ▬▬▬▬▬▬ ▬▬▬ ▬▬▬▬▬ ▬▬▬▬ ▬▬▬ — [7, 2479, 107, 2483]
table-row: ▬ ▬▬▬▬ ▬▬▬▬▬▬ ▬▬▬▬ ▬▬▬▬▬▬ ▬▬▬ ▬▬▬▬▬ ▬▬▬▬ ▬▬▬ — [7, 1180, 107, 1184]
table-row: ▬ ▬▬▬▬ ▬▬▬▬▬▬ ▬▬▬▬ ▬▬▬▬▬▬ ▬▬▬ ▬▬▬▬▬ ▬▬▬▬ ▬▬▬ — [7, 2563, 107, 2566]
table-row: ▬ ▬▬▬▬ ▬▬▬▬▬▬ ▬▬▬▬ ▬▬▬▬▬▬ ▬▬▬ ▬▬▬▬▬ ▬▬▬▬ ▬▬▬ — [7, 1938, 107, 1942]
table-row: ▬ ▬▬▬▬ ▬▬▬▬▬▬ ▬▬▬▬ ▬▬▬▬▬▬ ▬▬▬ ▬▬▬▬▬ ▬▬▬▬ ▬▬▬ — [7, 46, 107, 49]
table-row: ▬▬▬ ▬▬ ▬▬▬▬▬▬▬▬ ▬▬▬▬ — [7, 815, 52, 819]
table-row: ▬ ▬▬▬▬ ▬▬▬▬▬▬ ▬▬▬▬ ▬▬▬▬▬▬ ▬▬▬ ▬▬▬▬▬ ▬▬▬▬ ▬▬▬ — [7, 567, 107, 571]
table-row: ▬ ▬▬▬▬ ▬▬▬▬▬▬ ▬▬▬▬ ▬▬▬▬▬▬ ▬▬▬ ▬▬▬▬▬ ▬▬▬▬ ▬▬▬ — [7, 88, 107, 91]
table-row: ▬ ▬▬▬▬ ▬▬▬▬▬▬ ▬▬▬▬ ▬▬▬▬▬▬ ▬▬▬ ▬▬▬▬▬ ▬▬▬▬ ▬▬▬ — [7, 1725, 107, 1728]
table-row: ▬ ▬▬▬▬ ▬▬▬▬▬▬ ▬▬▬▬ ▬▬▬▬▬▬ ▬▬▬ ▬▬▬▬▬ ▬▬▬▬ ▬▬▬ — [7, 1554, 107, 1557]
table-row: ▬ ▬▬▬▬ ▬▬▬▬▬▬ ▬▬▬▬ ▬▬▬▬▬▬ ▬▬▬ ▬▬▬▬▬ ▬▬▬▬ ▬▬▬ — [7, 2296, 107, 2300]
table-row: ▬ ▬▬▬▬ ▬▬▬▬▬▬ ▬▬▬▬ ▬▬▬▬▬▬ ▬▬▬ ▬▬▬▬▬ ▬▬▬▬ ▬▬▬ — [7, 2524, 107, 2528]
table-row: ▬ ▬▬▬▬ ▬▬▬▬▬▬ ▬▬▬▬ ▬▬▬▬▬▬ ▬▬▬ ▬▬▬▬▬ ▬▬▬▬ ▬▬▬ — [7, 1664, 107, 1668]
table-row: ▬ ▬▬▬▬ ▬▬▬▬▬▬ ▬▬▬▬ ▬▬▬▬▬▬ ▬▬▬ ▬▬▬▬▬ ▬▬▬▬ ▬▬▬ — [7, 1736, 107, 1740]
table-row: ▬▬▬ ▬▬ ▬▬▬▬▬▬▬▬ ▬▬▬▬ — [7, 2494, 52, 2498]
table-row: ▬ ▬▬▬▬ ▬▬▬▬▬▬ ▬▬▬▬ ▬▬▬▬▬▬ ▬▬▬ ▬▬▬▬▬ ▬▬▬▬ ▬▬▬ — [7, 107, 107, 110]
table-row: ▬ ▬▬▬▬ ▬▬▬▬▬▬ ▬▬▬▬ ▬▬▬▬▬▬ ▬▬▬ ▬▬▬▬▬ ▬▬▬▬ ▬▬▬ — [7, 461, 107, 464]
table-row: ▬▬▬ ▬▬ ▬▬▬▬▬▬▬▬ ▬▬▬▬ — [7, 1988, 52, 1991]
table-row: ▬ ▬▬▬▬ ▬▬▬▬▬▬ ▬▬▬▬ ▬▬▬▬▬▬ ▬▬▬ ▬▬▬▬▬ ▬▬▬▬ ▬▬▬ — [7, 30, 107, 34]
table-row: ▬ ▬▬▬▬ ▬▬▬▬▬▬ ▬▬▬▬ ▬▬▬▬▬▬ ▬▬▬ ▬▬▬▬▬ ▬▬▬▬ ▬▬▬ — [7, 2384, 107, 2387]
table-row: ▬ ▬▬▬▬ ▬▬▬▬▬▬ ▬▬▬▬ ▬▬▬▬▬▬ ▬▬▬ ▬▬▬▬▬ ▬▬▬▬ ▬▬▬ — [7, 1485, 107, 1488]
table-row: ▬ ▬▬▬▬ ▬▬▬▬▬▬ ▬▬▬▬ ▬▬▬▬▬▬ ▬▬▬ ▬▬▬▬▬ ▬▬▬▬ ▬▬▬ — [7, 198, 107, 201]
table-row: ▬ ▬▬▬▬ ▬▬▬▬▬▬ ▬▬▬▬ ▬▬▬▬▬▬ ▬▬▬ ▬▬▬▬▬ ▬▬▬▬ ▬▬▬ — [7, 1889, 107, 1892]
table-row: ▬ ▬▬▬▬ ▬▬▬▬▬▬ ▬▬▬▬ ▬▬▬▬▬▬ ▬▬▬ ▬▬▬▬▬ ▬▬▬▬ ▬▬▬ — [7, 1862, 107, 1866]
table-row: ▬ ▬▬▬▬ ▬▬▬▬▬▬ ▬▬▬▬ ▬▬▬▬▬▬ ▬▬▬ ▬▬▬▬▬ ▬▬▬▬ ▬▬▬ — [7, 1341, 107, 1344]
table-row: ▬ ▬▬▬▬ ▬▬▬▬▬▬ ▬▬▬▬ ▬▬▬▬▬▬ ▬▬▬ ▬▬▬▬▬ ▬▬▬▬ ▬▬▬ — [7, 2083, 107, 2087]
table-row: ▬ ▬▬▬▬ ▬▬▬▬▬▬ ▬▬▬▬ ▬▬▬▬▬▬ ▬▬▬ ▬▬▬▬▬ ▬▬▬▬ ▬▬▬ — [7, 2053, 107, 2056]
table-row: ▬ ▬▬▬▬ ▬▬▬▬▬▬ ▬▬▬▬ ▬▬▬▬▬▬ ▬▬▬ ▬▬▬▬▬ ▬▬▬▬ ▬▬▬ — [7, 1969, 107, 1972]
table-row: ▬ ▬▬▬▬ ▬▬▬▬▬▬ ▬▬▬▬ ▬▬▬▬▬▬ ▬▬▬ ▬▬▬▬▬ ▬▬▬▬ ▬▬▬ — [7, 491, 107, 495]
table-row: ▬ ▬▬▬▬ ▬▬▬▬▬▬ ▬▬▬▬ ▬▬▬▬▬▬ ▬▬▬ ▬▬▬▬▬ ▬▬▬▬ ▬▬▬ — [7, 2060, 107, 2064]
table-row: ▬ ▬▬▬▬ ▬▬▬▬▬▬ ▬▬▬▬ ▬▬▬▬▬▬ ▬▬▬ ▬▬▬▬▬ ▬▬▬▬ ▬▬▬ — [7, 579, 107, 582]
table-row: ▬ ▬▬▬▬ ▬▬▬▬▬▬ ▬▬▬▬ ▬▬▬▬▬▬ ▬▬▬ ▬▬▬▬▬ ▬▬▬▬ ▬▬▬ — [7, 1557, 107, 1561]
table-row: ▬ ▬▬▬▬ ▬▬▬▬▬▬ ▬▬▬▬ ▬▬▬▬▬▬ ▬▬▬ ▬▬▬▬▬ ▬▬▬▬ ▬▬▬ — [7, 373, 107, 377]
table-row: ▬ ▬▬▬▬ ▬▬▬▬▬▬ ▬▬▬▬ ▬▬▬▬▬▬ ▬▬▬ ▬▬▬▬▬ ▬▬▬▬ ▬▬▬ — [7, 663, 107, 666]
table-row: ▬▬▬ ▬▬ ▬▬▬▬▬▬▬▬ ▬▬▬▬ — [7, 975, 52, 978]
table-row: ▬ ▬▬▬▬ ▬▬▬▬▬▬ ▬▬▬▬ ▬▬▬▬▬▬ ▬▬▬ ▬▬▬▬▬ ▬▬▬▬ ▬▬▬ — [7, 472, 107, 476]
table-row: ▬ ▬▬▬▬ ▬▬▬▬▬▬ ▬▬▬▬ ▬▬▬▬▬▬ ▬▬▬ ▬▬▬▬▬ ▬▬▬▬ ▬▬▬ — [7, 1630, 107, 1633]
table-row: ▬ ▬▬▬▬ ▬▬▬▬▬▬ ▬▬▬▬ ▬▬▬▬▬▬ ▬▬▬ ▬▬▬▬▬ ▬▬▬▬ ▬▬▬ — [7, 1504, 107, 1507]
table-row: ▬ ▬▬▬▬ ▬▬▬▬▬▬ ▬▬▬▬ ▬▬▬▬▬▬ ▬▬▬ ▬▬▬▬▬ ▬▬▬▬ ▬▬▬ — [7, 723, 107, 727]
table-row: ▬ ▬▬▬▬ ▬▬▬▬▬▬ ▬▬▬▬ ▬▬▬▬▬▬ ▬▬▬ ▬▬▬▬▬ ▬▬▬▬ ▬▬▬ — [7, 49, 107, 53]
table-row: ▬ ▬▬▬▬ ▬▬▬▬▬▬ ▬▬▬▬ ▬▬▬▬▬▬ ▬▬▬ ▬▬▬▬▬ ▬▬▬▬ ▬▬▬ — [7, 2486, 107, 2490]
table-row: ▬ ▬▬▬▬ ▬▬▬▬▬▬ ▬▬▬▬ ▬▬▬▬▬▬ ▬▬▬ ▬▬▬▬▬ ▬▬▬▬ ▬▬▬ — [7, 560, 107, 563]
report-title: 北京市丰台信鸽协会 2020年 秋季 满校成绩排名表 — [7, 1844, 146, 1852]
table-row: ▬ ▬▬▬▬ ▬▬▬▬▬▬ ▬▬▬▬ ▬▬▬▬▬▬ ▬▬▬ ▬▬▬▬▬ ▬▬▬▬ ▬▬▬ — [7, 328, 107, 331]
table-row: ▬▬▬ ▬▬ ▬▬▬▬▬▬▬▬ ▬▬▬▬ — [7, 1295, 52, 1298]
table-row: ▬ ▬▬▬▬ ▬▬▬▬▬▬ ▬▬▬▬ ▬▬▬▬▬▬ ▬▬▬ ▬▬▬▬▬ ▬▬▬▬ ▬▬▬ — [7, 381, 107, 384]
table-row: ▬▬▬ ▬▬ ▬▬▬▬▬▬▬▬ ▬▬▬▬ — [7, 1935, 52, 1938]
table-row: ▬▬▬ ▬▬ ▬▬▬▬▬▬▬▬ ▬▬▬▬ — [7, 2255, 52, 2258]
table-row: ▬ ▬▬▬▬ ▬▬▬▬▬▬ ▬▬▬▬ ▬▬▬▬▬▬ ▬▬▬ ▬▬▬▬▬ ▬▬▬▬ ▬▬▬ — [7, 2140, 107, 2144]
table-row: ▬ ▬▬▬▬ ▬▬▬▬▬▬ ▬▬▬▬ ▬▬▬▬▬▬ ▬▬▬ ▬▬▬▬▬ ▬▬▬▬ ▬▬▬ — [7, 403, 107, 407]
table-row: ▬ ▬▬▬▬ ▬▬▬▬▬▬ ▬▬▬▬ ▬▬▬▬▬▬ ▬▬▬ ▬▬▬▬▬ ▬▬▬▬ ▬▬▬ — [7, 1572, 107, 1576]
table-row: ▬▬▬ ▬▬ ▬▬▬▬▬▬▬▬ ▬▬▬▬ — [7, 1721, 52, 1725]
table-row: ▬ ▬▬▬▬ ▬▬▬▬▬▬ ▬▬▬▬ ▬▬▬▬▬▬ ▬▬▬ ▬▬▬▬▬ ▬▬▬▬ ▬▬▬ — [7, 126, 107, 129]
table-row: ▬ ▬▬▬▬ ▬▬▬▬▬▬ ▬▬▬▬ ▬▬▬▬▬▬ ▬▬▬ ▬▬▬▬▬ ▬▬▬▬ ▬▬▬ — [7, 2045, 107, 2048]
table-row: ▬ ▬▬▬▬ ▬▬▬▬▬▬ ▬▬▬▬ ▬▬▬▬▬▬ ▬▬▬ ▬▬▬▬▬ ▬▬▬▬ ▬▬▬ — [7, 1877, 107, 1881]
table-row: ▬▬▬ ▬▬ ▬▬▬▬▬▬▬▬ ▬▬▬▬ — [7, 468, 52, 472]
table-row: ▬ ▬▬▬▬ ▬▬▬▬▬▬ ▬▬▬▬ ▬▬▬▬▬▬ ▬▬▬ ▬▬▬▬▬ ▬▬▬▬ ▬▬▬ — [7, 2372, 107, 2376]
table-row: ▬ ▬▬▬▬ ▬▬▬▬▬▬ ▬▬▬▬ ▬▬▬▬▬▬ ▬▬▬ ▬▬▬▬▬ ▬▬▬▬ ▬▬▬ — [7, 2087, 107, 2090]
table-row: ▬ ▬▬▬▬ ▬▬▬▬▬▬ ▬▬▬▬ ▬▬▬▬▬▬ ▬▬▬ ▬▬▬▬▬ ▬▬▬▬ ▬▬▬ — [7, 2544, 107, 2547]
table-row: ▬▬▬ ▬▬ ▬▬▬▬▬▬▬▬ ▬▬▬▬ — [7, 761, 52, 765]
table-row: ▬ ▬▬▬▬ ▬▬▬▬▬▬ ▬▬▬▬ ▬▬▬▬▬▬ ▬▬▬ ▬▬▬▬▬ ▬▬▬▬ ▬▬▬ — [7, 1443, 107, 1447]
table-row: ▬ ▬▬▬▬ ▬▬▬▬▬▬ ▬▬▬▬ ▬▬▬▬▬▬ ▬▬▬ ▬▬▬▬▬ ▬▬▬▬ ▬▬▬ — [7, 925, 107, 929]
table-row: ▬ ▬▬▬▬ ▬▬▬▬▬▬ ▬▬▬▬ ▬▬▬▬▬▬ ▬▬▬ ▬▬▬▬▬ ▬▬▬▬ ▬▬▬ — [7, 1798, 107, 1801]
table-row: ▬ ▬▬▬▬ ▬▬▬▬▬▬ ▬▬▬▬ ▬▬▬▬▬▬ ▬▬▬ ▬▬▬▬▬ ▬▬▬▬ ▬▬▬ — [7, 1139, 107, 1142]
table-row: ▬ ▬▬▬▬ ▬▬▬▬▬▬ ▬▬▬▬ ▬▬▬▬▬▬ ▬▬▬ ▬▬▬▬▬ ▬▬▬▬ ▬▬▬ — [7, 1333, 107, 1336]
table-row: ▬ ▬▬▬▬ ▬▬▬▬▬▬ ▬▬▬▬ ▬▬▬▬▬▬ ▬▬▬ ▬▬▬▬▬ ▬▬▬▬ ▬▬▬ — [7, 312, 107, 316]
table-row: ▬ ▬▬▬▬ ▬▬▬▬▬▬ ▬▬▬▬ ▬▬▬▬▬▬ ▬▬▬ ▬▬▬▬▬ ▬▬▬▬ ▬▬▬ — [7, 324, 107, 327]
table-row: ▬ ▬▬▬▬ ▬▬▬▬▬▬ ▬▬▬▬ ▬▬▬▬▬▬ ▬▬▬ ▬▬▬▬▬ ▬▬▬▬ ▬▬▬ — [7, 1538, 107, 1542]
table-row: ▬ ▬▬▬▬ ▬▬▬▬▬▬ ▬▬▬▬ ▬▬▬▬▬▬ ▬▬▬ ▬▬▬▬▬ ▬▬▬▬ ▬▬▬ — [7, 2102, 107, 2106]
table-row: ▬ ▬▬▬▬ ▬▬▬▬▬▬ ▬▬▬▬ ▬▬▬▬▬▬ ▬▬▬ ▬▬▬▬▬ ▬▬▬▬ ▬▬▬ — [7, 529, 107, 533]
table-row: ▬ ▬▬▬▬ ▬▬▬▬▬▬ ▬▬▬▬ ▬▬▬▬▬▬ ▬▬▬ ▬▬▬▬▬ ▬▬▬▬ ▬▬▬ — [7, 1462, 107, 1466]
table-row: ▬ ▬▬▬▬ ▬▬▬▬▬▬ ▬▬▬▬ ▬▬▬▬▬▬ ▬▬▬ ▬▬▬▬▬ ▬▬▬▬ ▬▬▬ — [7, 2471, 107, 2475]
table-row: ▬ ▬▬▬▬ ▬▬▬▬▬▬ ▬▬▬▬ ▬▬▬▬▬▬ ▬▬▬ ▬▬▬▬▬ ▬▬▬▬ ▬▬▬ — [7, 754, 107, 757]
table-row: ▬ ▬▬▬▬ ▬▬▬▬▬▬ ▬▬▬▬ ▬▬▬▬▬▬ ▬▬▬ ▬▬▬▬▬ ▬▬▬▬ ▬▬▬ — [7, 2498, 107, 2502]
table-row: ▬ ▬▬▬▬ ▬▬▬▬▬▬ ▬▬▬▬ ▬▬▬▬▬▬ ▬▬▬ ▬▬▬▬▬ ▬▬▬▬ ▬▬▬ — [7, 1896, 107, 1900]
table-row: ▬ ▬▬▬▬ ▬▬▬▬▬▬ ▬▬▬▬ ▬▬▬▬▬▬ ▬▬▬ ▬▬▬▬▬ ▬▬▬▬ ▬▬▬ — [7, 244, 107, 247]
table-row: ▬ ▬▬▬▬ ▬▬▬▬▬▬ ▬▬▬▬ ▬▬▬▬▬▬ ▬▬▬ ▬▬▬▬▬ ▬▬▬▬ ▬▬▬ — [7, 1249, 107, 1252]
table-row: ▬ ▬▬▬▬ ▬▬▬▬▬▬ ▬▬▬▬ ▬▬▬▬▬▬ ▬▬▬ ▬▬▬▬▬ ▬▬▬▬ ▬▬▬ — [7, 1569, 107, 1572]
table-row: ▬ ▬▬▬▬ ▬▬▬▬▬▬ ▬▬▬▬ ▬▬▬▬▬▬ ▬▬▬ ▬▬▬▬▬ ▬▬▬▬ ▬▬▬ — [7, 2220, 107, 2224]
table-row: ▬ ▬▬▬▬ ▬▬▬▬▬▬ ▬▬▬▬ ▬▬▬▬▬▬ ▬▬▬ ▬▬▬▬▬ ▬▬▬▬ ▬▬▬ — [7, 1363, 107, 1367]
report-title: 北京市丰台信鸽协会 2020年 秋季 满校成绩排名表 — [7, 1231, 146, 1239]
table-row: ▬ ▬▬▬▬ ▬▬▬▬▬▬ ▬▬▬▬ ▬▬▬▬▬▬ ▬▬▬ ▬▬▬▬▬ ▬▬▬▬ ▬▬▬ — [7, 811, 107, 815]
table-row: ▬ ▬▬▬▬ ▬▬▬▬▬▬ ▬▬▬▬ ▬▬▬▬▬▬ ▬▬▬ ▬▬▬▬▬ ▬▬▬▬ ▬▬▬ — [7, 2247, 107, 2250]
table-row: ▬ ▬▬▬▬ ▬▬▬▬▬▬ ▬▬▬▬ ▬▬▬▬▬▬ ▬▬▬ ▬▬▬▬▬ ▬▬▬▬ ▬▬▬ — [7, 110, 107, 114]
table-row: ▬ ▬▬▬▬ ▬▬▬▬▬▬ ▬▬▬▬ ▬▬▬▬▬▬ ▬▬▬ ▬▬▬▬▬ ▬▬▬▬ ▬▬▬ — [7, 343, 107, 346]
table-row: ▬ ▬▬▬▬ ▬▬▬▬▬▬ ▬▬▬▬ ▬▬▬▬▬▬ ▬▬▬ ▬▬▬▬▬ ▬▬▬▬ ▬▬▬ — [7, 76, 107, 80]
table-row: ▬ ▬▬▬▬ ▬▬▬▬▬▬ ▬▬▬▬ ▬▬▬▬▬▬ ▬▬▬ ▬▬▬▬▬ ▬▬▬▬ ▬▬▬ — [7, 971, 107, 975]
table-row: ▬ ▬▬▬▬ ▬▬▬▬▬▬ ▬▬▬▬ ▬▬▬▬▬▬ ▬▬▬ ▬▬▬▬▬ ▬▬▬▬ ▬▬▬ — [7, 103, 107, 106]
table-row: ▬ ▬▬▬▬ ▬▬▬▬▬▬ ▬▬▬▬ ▬▬▬▬▬▬ ▬▬▬ ▬▬▬▬▬ ▬▬▬▬ ▬▬▬ — [7, 1074, 107, 1077]
table-row: ▬ ▬▬▬▬ ▬▬▬▬▬▬ ▬▬▬▬ ▬▬▬▬▬▬ ▬▬▬ ▬▬▬▬▬ ▬▬▬▬ ▬▬▬ — [7, 1999, 107, 2003]
table-row: ▬ ▬▬▬▬ ▬▬▬▬▬▬ ▬▬▬▬ ▬▬▬▬▬▬ ▬▬▬ ▬▬▬▬▬ ▬▬▬▬ ▬▬▬ — [7, 304, 107, 308]
table-row: ▬ ▬▬▬▬ ▬▬▬▬▬▬ ▬▬▬▬ ▬▬▬▬▬▬ ▬▬▬ ▬▬▬▬▬ ▬▬▬▬ ▬▬▬ — [7, 659, 107, 663]
table-row: ▬ ▬▬▬▬ ▬▬▬▬▬▬ ▬▬▬▬ ▬▬▬▬▬▬ ▬▬▬ ▬▬▬▬▬ ▬▬▬▬ ▬▬▬ — [7, 2505, 107, 2509]
table-row: ▬ ▬▬▬▬ ▬▬▬▬▬▬ ▬▬▬▬ ▬▬▬▬▬▬ ▬▬▬ ▬▬▬▬▬ ▬▬▬▬ ▬▬▬ — [7, 739, 107, 742]
table-row: ▬▬▬ ▬▬ ▬▬▬▬▬▬▬▬ ▬▬▬▬ — [7, 202, 52, 206]
table-row: ▬ ▬▬▬▬ ▬▬▬▬▬▬ ▬▬▬▬ ▬▬▬▬▬▬ ▬▬▬ ▬▬▬▬▬ ▬▬▬▬ ▬▬▬ — [7, 1793, 107, 1797]
table-row: ▬ ▬▬▬▬ ▬▬▬▬▬▬ ▬▬▬▬ ▬▬▬▬▬▬ ▬▬▬ ▬▬▬▬▬ ▬▬▬▬ ▬▬▬ — [7, 2418, 107, 2421]
table-row: ▬ ▬▬▬▬ ▬▬▬▬▬▬ ▬▬▬▬ ▬▬▬▬▬▬ ▬▬▬ ▬▬▬▬▬ ▬▬▬▬ ▬▬▬ — [7, 1040, 107, 1043]
table-row: ▬▬▬ ▬▬ ▬▬▬▬▬▬▬▬ ▬▬▬▬ — [7, 1321, 52, 1325]
table-row: ▬ ▬▬▬▬ ▬▬▬▬▬▬ ▬▬▬▬ ▬▬▬▬▬▬ ▬▬▬ ▬▬▬▬▬ ▬▬▬▬ ▬▬▬ — [7, 1531, 107, 1534]
table-row: ▬ ▬▬▬▬ ▬▬▬▬▬▬ ▬▬▬▬ ▬▬▬▬▬▬ ▬▬▬ ▬▬▬▬▬ ▬▬▬▬ ▬▬▬ — [7, 643, 107, 647]
table-row: ▬ ▬▬▬▬ ▬▬▬▬▬▬ ▬▬▬▬ ▬▬▬▬▬▬ ▬▬▬ ▬▬▬▬▬ ▬▬▬▬ ▬▬▬ — [7, 2262, 107, 2265]
table-row: ▬ ▬▬▬▬ ▬▬▬▬▬▬ ▬▬▬▬ ▬▬▬▬▬▬ ▬▬▬ ▬▬▬▬▬ ▬▬▬▬ ▬▬▬ — [7, 2178, 107, 2182]
table-row: ▬ ▬▬▬▬ ▬▬▬▬▬▬ ▬▬▬▬ ▬▬▬▬▬▬ ▬▬▬ ▬▬▬▬▬ ▬▬▬▬ ▬▬▬ — [7, 899, 107, 902]
table-row: ▬ ▬▬▬▬ ▬▬▬▬▬▬ ▬▬▬▬ ▬▬▬▬▬▬ ▬▬▬ ▬▬▬▬▬ ▬▬▬▬ ▬▬▬ — [7, 2144, 107, 2147]
table-row: ▬ ▬▬▬▬ ▬▬▬▬▬▬ ▬▬▬▬ ▬▬▬▬▬▬ ▬▬▬ ▬▬▬▬▬ ▬▬▬▬ ▬▬▬ — [7, 1459, 107, 1462]
table-row: ▬▬▬ ▬▬ ▬▬▬▬▬▬▬▬ ▬▬▬▬ — [7, 1881, 52, 1885]
table-row: ▬ ▬▬▬▬ ▬▬▬▬▬▬ ▬▬▬▬ ▬▬▬▬▬▬ ▬▬▬ ▬▬▬▬▬ ▬▬▬▬ ▬▬▬ — [7, 1120, 107, 1123]
table-row: ▬ ▬▬▬▬ ▬▬▬▬▬▬ ▬▬▬▬ ▬▬▬▬▬▬ ▬▬▬ ▬▬▬▬▬ ▬▬▬▬ ▬▬▬ — [7, 23, 107, 26]
table-row: ▬▬▬ ▬▬ ▬▬▬▬▬▬▬▬ ▬▬▬▬ — [7, 148, 52, 152]
